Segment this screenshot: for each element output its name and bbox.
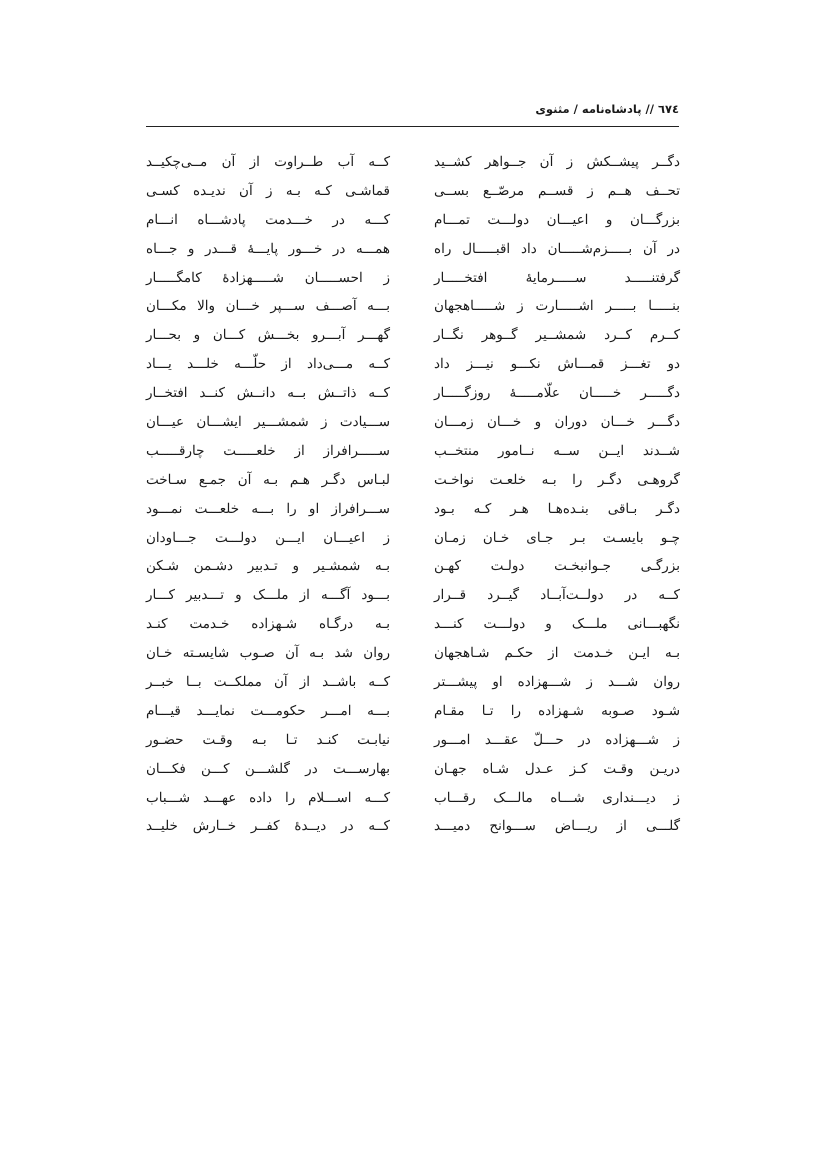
verse-line: قماشـی کـه بـه ز آن ندیـده کسـی [146,182,390,199]
verse-line: شــدند ایــن ســه نــامور منتخــب [434,442,680,459]
verse-line: نیابـت کنـد تـا بـه وقـت حضـور [146,731,390,748]
verse-line: ز دیـــنداری شـــاه مالـــک رقـــاب [434,789,680,806]
verse-line: ســـیادت ز شمشـــیر ایشـــان عیـــان [146,414,390,431]
verse-line: نگهبـــانی ملـــک و دولـــت کنـــد [434,616,680,633]
verse-line: شـود صـوبه شـهزاده را تـا مقـام [434,702,680,719]
verse-line: ســـرافراز او را بـــه خلعـــت نمـــود [146,500,390,517]
verse-line: چـو بایسـت بـر جـای خـان زمـان [434,529,680,546]
verse-line: کــه در دیــدهٔ کفــر خــارش خلیــد [146,818,390,835]
header-rule [146,126,679,127]
running-header: ٦٧٤ // پادشاه‌نامه / مثنوی [535,102,679,116]
verse-line: دگـــر خـــان دوران و خـــان زمـــان [434,414,680,431]
verse-line: ز اعیـــان ایـــن دولـــت جـــاودان [146,529,390,546]
verse-line: همـــه در خـــور پایـــهٔ قـــدر و جـــاه [146,240,390,257]
verse-line: گهـــر آبـــرو بخـــش کـــان و بحـــار [146,327,390,344]
verse-line: در آن بـــــزم‌شـــــان داد اقبـــــال راه [434,240,680,257]
verse-line: روان شـــد ز شـــهزاده او پیشـــتر [434,674,680,691]
verse-line: دو تغـــز قمـــاش نکـــو نیـــز داد [434,356,680,373]
verse-line: بنـــــا بـــــر اشـــــارت ز شـــــاهجهان [434,298,680,315]
verse-line: ســـــرافراز از خلعـــــت چارقـــــب [146,442,390,459]
verse-line: روان شد بـه آن صـوب شایسـته خـان [146,645,390,662]
left-verse-column [146,148,390,841]
verse-line: کــه آب طــراوت از آن مــی‌چکیــد [146,154,390,170]
verse-line: بـه درگـاه شـهزاده خـدمت کنـد [146,616,390,633]
verse-line: بهارســـت در گلشـــن کـــن فکـــان [146,760,390,777]
verse-line: کــه باشــد از آن مملکــت بــا خبــر [146,674,390,691]
verse-line: گرفتنـــــد ســـــرمایهٔ افتخـــــار [434,269,680,286]
verse-line: کـــه اســـلام را داده عهـــد شـــباب [146,789,390,806]
verse-line: تحــف هــم ز قســم مرصّــع بســی [434,182,680,199]
verse-line: لبـاس دگـر هـم بـه آن جمـع سـاخت [146,471,390,488]
verse-line: کــرم کــرد شمشــیر گــوهر نگــار [434,327,680,344]
verse-line: کــه در دولــت‌آبــاد گیــرد قــرار [434,587,680,604]
verse-line: بـــه آصـــف ســـپر خـــان والا مکـــان [146,298,390,315]
right-verse-column [434,148,680,841]
verse-line: بـه ایـن خـدمت از حکـم شـاهجهان [434,645,680,662]
verse-line: کــه مـــی‌داد از حلّـــه خلـــد یـــاد [146,356,390,373]
verse-line: کــه ذاتــش بــه دانــش کنــد افتخــار [146,385,390,402]
verse-line: ز شـــهزاده در حـــلّ عقـــد امـــور [434,731,680,748]
verse-line: دریـن وقـت کـز عـدل شـاه جهـان [434,760,680,777]
verse-line: بـه شمشـیر و تـدبیر دشـمن شـکن [146,558,390,575]
verse-line: بـــود آگـــه از ملـــک و تـــدبیر کـــار [146,587,390,604]
verse-line: بزرگـــان و اعیـــان دولـــت تمـــام [434,211,680,228]
verse-line: دگـــــر خـــــان علّامـــــهٔ روزگـــــار [434,385,680,402]
verse-line: دگــر پیشــکش ز آن جــواهر کشــید [434,154,680,170]
verse-line: گلـــی از ریـــاض ســـوانح دمیـــد [434,818,680,835]
verse-line: بـــه امـــر حکومـــت نمایـــد قیـــام [146,702,390,719]
verse-line: کـــه در خـــدمت پادشـــاه انـــام [146,211,390,228]
verse-line: بزرگـی جـوانبخـت دولـت کهـن [434,558,680,575]
verse-line: ز احســـــان شـــــهزادهٔ کامگـــــار [146,269,390,286]
verse-line: گروهـی دگـر را بـه خلعـت نواخـت [434,471,680,488]
verse-line: دگـر بـاقی بنـده‌هـا هـر کـه بـود [434,500,680,517]
